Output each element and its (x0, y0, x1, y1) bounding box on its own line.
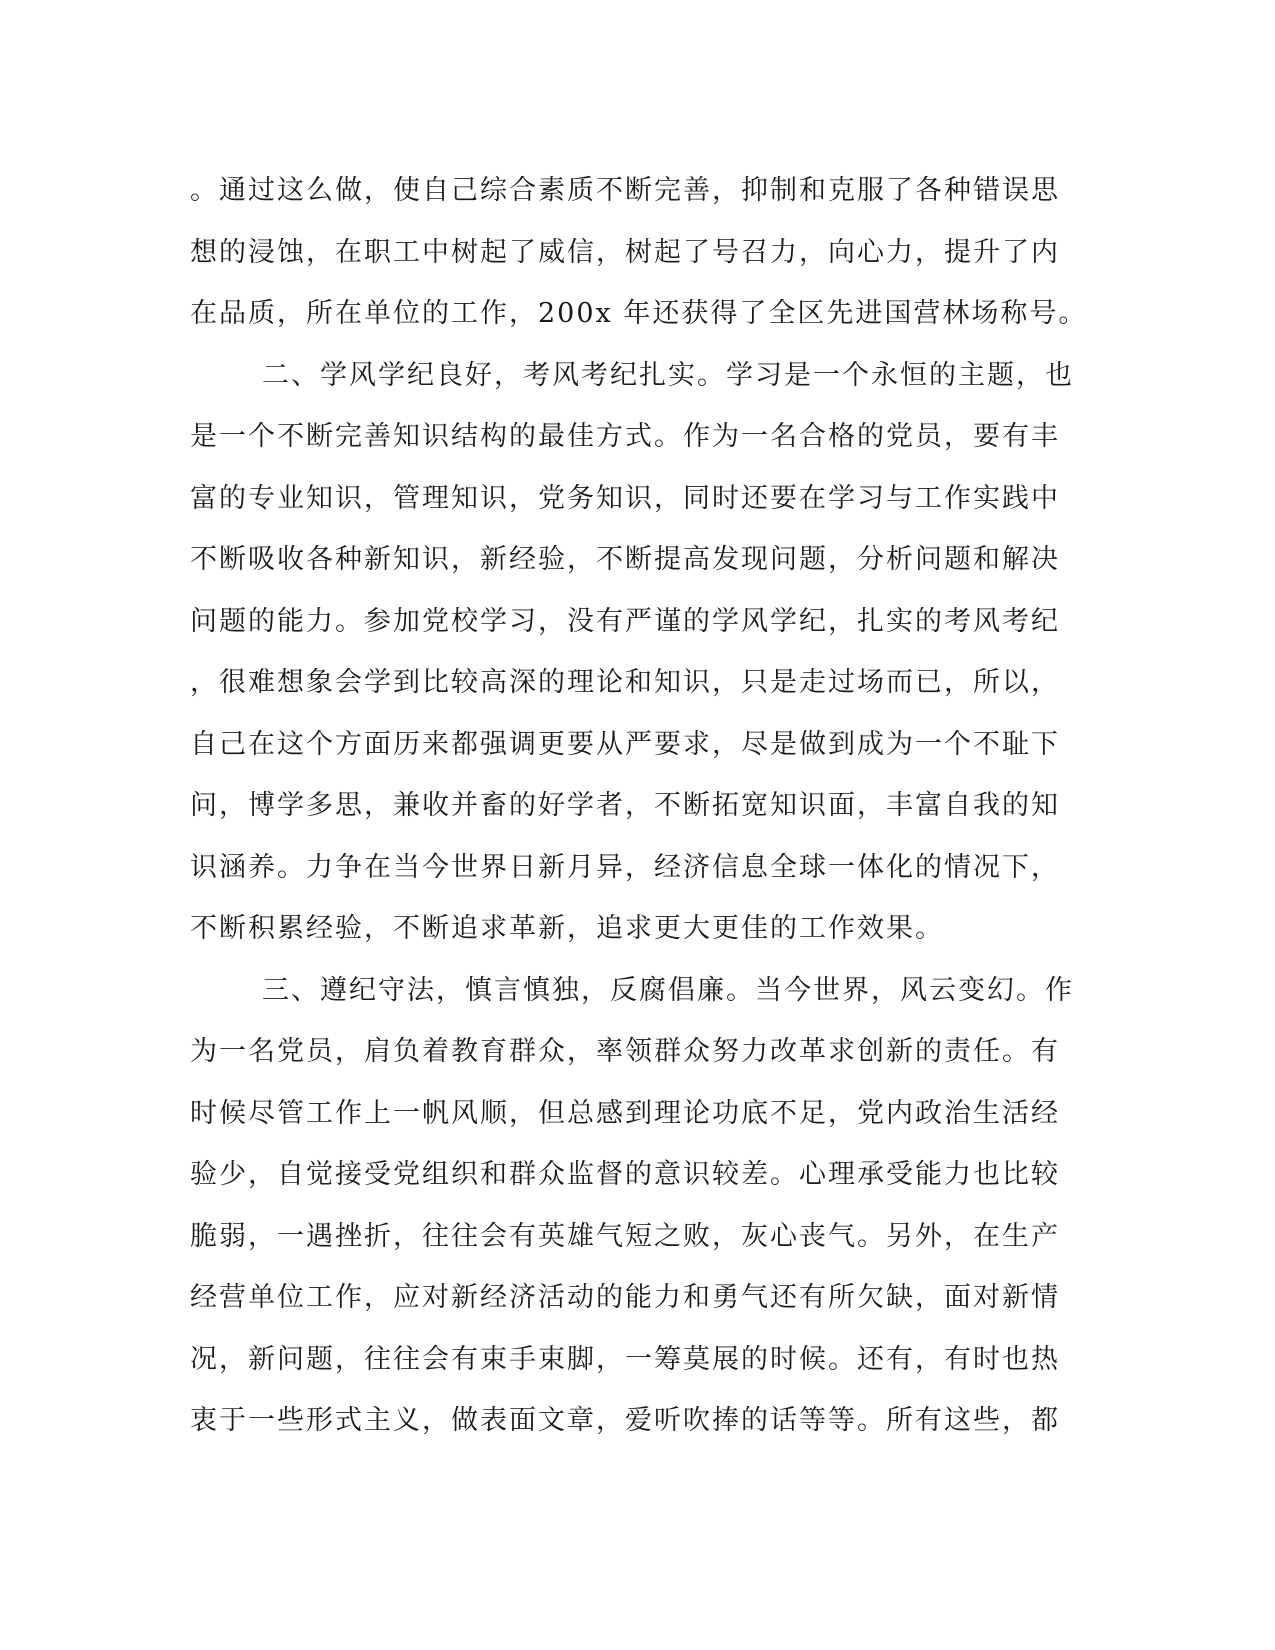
text-line: 富的专业知识，管理知识，党务知识，同时还要在学习与工作实践中 (190, 482, 1060, 514)
text-line: 不断积累经验，不断追求革新，追求更大更佳的工作效果。 (190, 913, 944, 944)
text-line: 衷于一些形式主义，做表面文章，爱听吹捧的话等等。所有这些，都 (190, 1405, 1060, 1436)
text-line: 识涵养。力争在当今世界日新月异，经济信息全球一体化的情况下， (190, 851, 1060, 883)
paragraph-3 (190, 960, 1074, 1452)
text-line: 验少，自觉接受党组织和群众监督的意识较差。心理承受能力也比较 (190, 1159, 1060, 1190)
text-line: 况，新问题，往往会有束手束脚，一筹莫展的时候。还有，有时也热 (190, 1343, 1060, 1375)
text-line: 问题的能力。参加党校学习，没有严谨的学风学纪，扎实的考风考纪 (190, 605, 1060, 637)
paragraph-1 (190, 160, 1088, 345)
text-line: 二、学风学纪良好，考风考纪扎实。学习是一个永恒的主题，也 (262, 359, 1074, 391)
text-line: 为一名党员，肩负着教育群众，率领群众努力改革求创新的责任。有 (190, 1036, 1060, 1067)
text-line: 在品质，所在单位的工作，200x 年还获得了全区先进国营林场称号。 (190, 298, 1088, 329)
text-line: 经营单位工作，应对新经济活动的能力和勇气还有所欠缺，面对新情 (190, 1282, 1060, 1313)
text-line: 三、遵纪守法，慎言慎独，反腐倡廉。当今世界，风云变幻。作 (262, 974, 1074, 1006)
document-body (190, 160, 1088, 1452)
text-line: 。通过这么做，使自己综合素质不断完善，抑制和克服了各种错误思 (190, 175, 1060, 206)
text-line: 不断吸收各种新知识，新经验，不断提高发现问题，分析问题和解决 (190, 544, 1060, 575)
paragraph-2 (190, 345, 1074, 960)
text-line: 时候尽管工作上一帆风顺，但总感到理论功底不足，党内政治生活经 (190, 1097, 1060, 1129)
text-line: 是一个不断完善知识结构的最佳方式。作为一名合格的党员，要有丰 (190, 421, 1060, 452)
text-line: 想的浸蚀，在职工中树起了威信，树起了号召力，向心力，提升了内 (190, 236, 1060, 268)
text-line: 脆弱，一遇挫折，往往会有英雄气短之败，灰心丧气。另外，在生产 (190, 1220, 1060, 1252)
text-line: ，很难想象会学到比较高深的理论和知识，只是走过场而已，所以， (190, 667, 1060, 698)
text-line: 问，博学多思，兼收并畜的好学者，不断拓宽知识面，丰富自我的知 (190, 790, 1060, 821)
text-line: 自己在这个方面历来都强调更要从严要求，尽是做到成为一个不耻下 (190, 728, 1060, 760)
